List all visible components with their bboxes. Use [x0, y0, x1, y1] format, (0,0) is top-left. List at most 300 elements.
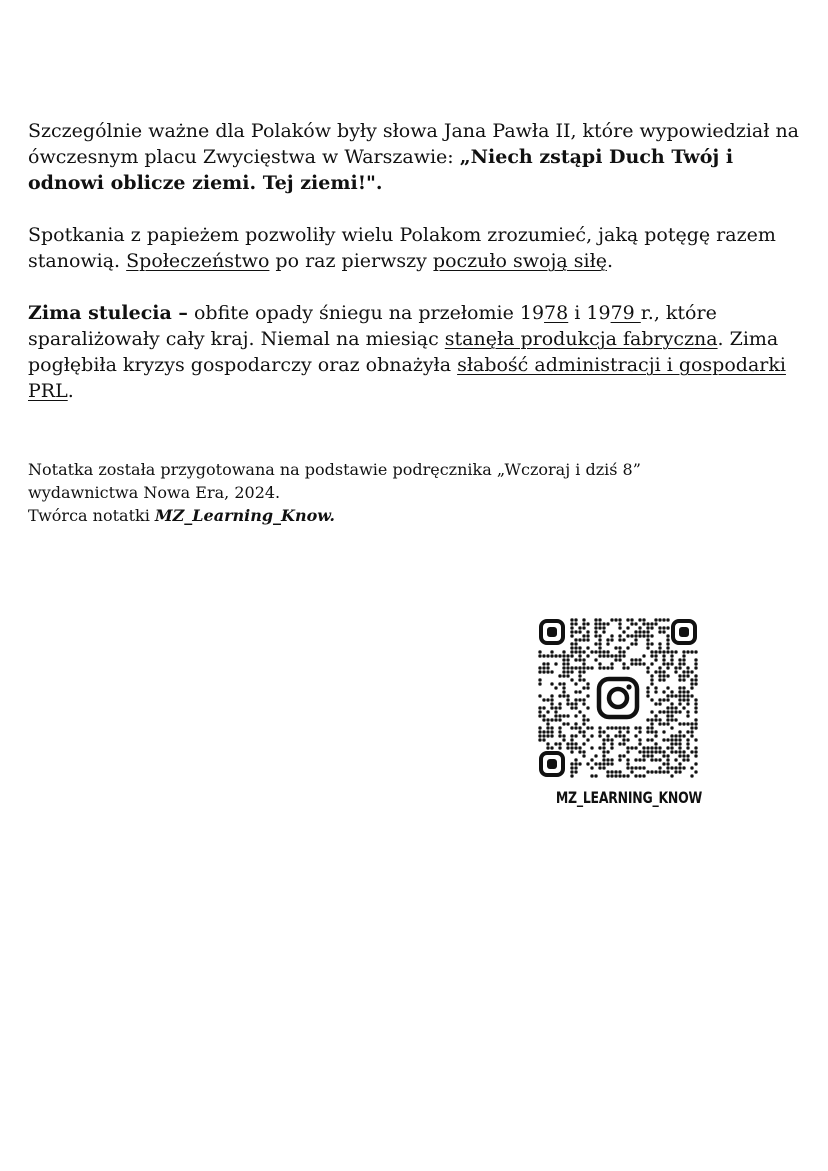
qr-module — [610, 774, 613, 777]
qr-module — [686, 694, 689, 697]
qr-module — [686, 714, 689, 717]
qr-module — [606, 622, 609, 625]
qr-module — [662, 618, 665, 621]
qr-module — [642, 630, 645, 633]
qr-module — [686, 690, 689, 693]
qr-module — [558, 702, 561, 705]
qr-module — [602, 654, 605, 657]
qr-module — [694, 666, 697, 669]
paragraph-pope-words — [28, 118, 808, 196]
qr-module — [678, 662, 681, 665]
underlined-year-1978: 78 — [544, 302, 569, 324]
qr-module — [662, 698, 665, 701]
qr-module — [638, 630, 641, 633]
qr-module — [690, 726, 693, 729]
qr-module — [658, 770, 661, 773]
qr-module — [662, 630, 665, 633]
qr-module — [578, 650, 581, 653]
qr-module — [606, 734, 609, 737]
qr-module — [658, 666, 661, 669]
qr-module — [570, 670, 573, 673]
qr-module — [582, 634, 585, 637]
qr-module — [694, 658, 697, 661]
qr-module — [642, 654, 645, 657]
qr-module — [694, 650, 697, 653]
qr-module — [682, 734, 685, 737]
qr-module — [586, 622, 589, 625]
qr-module — [574, 766, 577, 769]
qr-module — [550, 718, 553, 721]
qr-module — [658, 766, 661, 769]
qr-module — [590, 734, 593, 737]
qr-module — [674, 694, 677, 697]
qr-module — [666, 710, 669, 713]
qr-module — [602, 754, 605, 757]
qr-module — [574, 646, 577, 649]
qr-module — [570, 770, 573, 773]
qr-module — [610, 638, 613, 641]
qr-module — [638, 662, 641, 665]
qr-module — [578, 678, 581, 681]
qr-module — [582, 722, 585, 725]
qr-module — [686, 742, 689, 745]
qr-finder-top-left — [541, 621, 563, 643]
qr-module — [654, 670, 657, 673]
qr-module — [578, 710, 581, 713]
qr-module — [646, 750, 649, 753]
qr-module — [562, 686, 565, 689]
qr-module — [654, 650, 657, 653]
qr-module — [582, 718, 585, 721]
qr-module — [610, 738, 613, 741]
qr-module — [598, 726, 601, 729]
qr-module — [682, 694, 685, 697]
qr-module — [670, 654, 673, 657]
qr-module — [666, 698, 669, 701]
qr-module — [574, 746, 577, 749]
qr-module — [646, 642, 649, 645]
qr-module — [606, 770, 609, 773]
qr-module — [654, 622, 657, 625]
qr-module — [650, 654, 653, 657]
qr-module — [674, 734, 677, 737]
qr-module — [550, 730, 553, 733]
qr-module — [618, 634, 621, 637]
qr-module — [594, 642, 597, 645]
qr-module — [594, 650, 597, 653]
qr-module — [662, 674, 665, 677]
qr-module — [670, 710, 673, 713]
qr-module — [650, 718, 653, 721]
qr-module — [542, 666, 545, 669]
qr-module — [558, 730, 561, 733]
qr-module — [666, 746, 669, 749]
qr-module — [662, 722, 665, 725]
qr-module — [622, 738, 625, 741]
qr-module — [570, 734, 573, 737]
qr-module — [666, 718, 669, 721]
qr-module — [578, 630, 581, 633]
underlined-strength: poczuło swoją siłę — [432, 250, 607, 272]
qr-module — [574, 702, 577, 705]
qr-module — [642, 634, 645, 637]
qr-module — [674, 710, 677, 713]
qr-module — [546, 710, 549, 713]
qr-module — [618, 730, 621, 733]
qr-module — [662, 662, 665, 665]
qr-module — [538, 706, 541, 709]
qr-module — [562, 658, 565, 661]
qr-module — [666, 762, 669, 765]
qr-module — [562, 654, 565, 657]
qr-module — [650, 642, 653, 645]
qr-module — [574, 682, 577, 685]
qr-module — [666, 706, 669, 709]
qr-module — [678, 770, 681, 773]
qr-module — [598, 730, 601, 733]
qr-module — [630, 622, 633, 625]
qr-module — [566, 746, 569, 749]
qr-module — [574, 762, 577, 765]
qr-module — [674, 666, 677, 669]
qr-module — [682, 654, 685, 657]
qr-module — [606, 650, 609, 653]
qr-module — [622, 734, 625, 737]
qr-module — [602, 626, 605, 629]
qr-module — [658, 702, 661, 705]
qr-module — [614, 658, 617, 661]
qr-module — [570, 746, 573, 749]
qr-module — [578, 670, 581, 673]
qr-module — [694, 698, 697, 701]
qr-module — [626, 634, 629, 637]
qr-module — [550, 694, 553, 697]
qr-module — [670, 690, 673, 693]
qr-module — [654, 730, 657, 733]
qr-module — [626, 758, 629, 761]
qr-module — [562, 722, 565, 725]
qr-module — [686, 730, 689, 733]
qr-module — [686, 738, 689, 741]
qr-module — [622, 654, 625, 657]
qr-module — [690, 682, 693, 685]
qr-module — [586, 706, 589, 709]
author-name: MZ_Learning_Know. — [154, 506, 335, 525]
qr-module — [662, 690, 665, 693]
qr-module — [570, 726, 573, 729]
qr-module — [678, 730, 681, 733]
qr-module — [578, 698, 581, 701]
qr-module — [670, 718, 673, 721]
qr-module — [586, 630, 589, 633]
qr-module — [638, 658, 641, 661]
qr-module — [686, 674, 689, 677]
qr-module — [558, 742, 561, 745]
qr-module — [566, 674, 569, 677]
qr-module — [562, 670, 565, 673]
qr-module — [550, 702, 553, 705]
qr-module — [566, 698, 569, 701]
qr-module — [638, 730, 641, 733]
qr-module — [646, 634, 649, 637]
qr-module — [546, 662, 549, 665]
qr-module — [558, 718, 561, 721]
qr-module — [694, 674, 697, 677]
qr-module — [686, 698, 689, 701]
qr-module — [662, 754, 665, 757]
qr-module — [566, 654, 569, 657]
winter-heading: Zima stulecia – — [28, 302, 188, 324]
qr-module — [602, 746, 605, 749]
qr-module — [578, 638, 581, 641]
qr-module — [654, 702, 657, 705]
qr-module — [682, 658, 685, 661]
qr-module — [654, 750, 657, 753]
qr-module — [586, 762, 589, 765]
qr-module — [650, 698, 653, 701]
qr-module — [674, 650, 677, 653]
qr-module — [574, 742, 577, 745]
qr-module — [662, 650, 665, 653]
qr-module — [638, 774, 641, 777]
qr-module — [646, 630, 649, 633]
qr-module — [694, 750, 697, 753]
qr-module — [642, 662, 645, 665]
qr-module — [662, 750, 665, 753]
qr-module — [542, 730, 545, 733]
qr-module — [602, 750, 605, 753]
qr-module — [598, 642, 601, 645]
qr-module — [658, 698, 661, 701]
qr-module — [678, 674, 681, 677]
qr-module — [622, 754, 625, 757]
qr-module — [662, 738, 665, 741]
qr-module — [622, 726, 625, 729]
qr-module — [598, 622, 601, 625]
qr-module — [602, 666, 605, 669]
qr-module — [654, 658, 657, 661]
qr-module — [662, 654, 665, 657]
qr-module — [598, 766, 601, 769]
qr-module — [546, 666, 549, 669]
qr-module — [558, 694, 561, 697]
qr-module — [618, 774, 621, 777]
qr-module — [538, 678, 541, 681]
qr-module — [570, 622, 573, 625]
qr-module — [634, 758, 637, 761]
qr-module — [538, 682, 541, 685]
qr-module — [646, 718, 649, 721]
qr-module — [554, 714, 557, 717]
qr-module — [578, 674, 581, 677]
qr-module — [634, 622, 637, 625]
qr-module — [666, 646, 669, 649]
qr-module — [694, 702, 697, 705]
qr-module — [582, 662, 585, 665]
note-publisher-line: wydawnictwa Nowa Era, 2024. — [28, 483, 281, 502]
qr-module — [562, 650, 565, 653]
qr-module — [694, 762, 697, 765]
qr-module — [570, 646, 573, 649]
qr-module — [694, 706, 697, 709]
qr-module — [570, 654, 573, 657]
qr-module — [546, 698, 549, 701]
qr-module — [594, 754, 597, 757]
qr-module — [542, 654, 545, 657]
qr-module — [582, 666, 585, 669]
qr-module — [570, 650, 573, 653]
qr-module — [650, 738, 653, 741]
qr-module — [658, 758, 661, 761]
qr-module — [634, 746, 637, 749]
qr-module — [670, 658, 673, 661]
qr-module — [666, 634, 669, 637]
qr-module — [650, 650, 653, 653]
qr-module — [650, 622, 653, 625]
qr-module — [694, 722, 697, 725]
qr-module — [550, 706, 553, 709]
qr-module — [570, 702, 573, 705]
qr-module — [570, 742, 573, 745]
qr-module — [586, 654, 589, 657]
qr-module — [618, 654, 621, 657]
qr-module — [630, 618, 633, 621]
qr-module — [670, 714, 673, 717]
qr-module — [662, 710, 665, 713]
qr-module — [666, 714, 669, 717]
qr-module — [578, 690, 581, 693]
qr-module — [654, 758, 657, 761]
qr-module — [610, 634, 613, 637]
qr-module — [578, 762, 581, 765]
qr-module — [598, 638, 601, 641]
qr-module — [626, 774, 629, 777]
qr-module — [686, 722, 689, 725]
qr-module — [566, 658, 569, 661]
qr-module — [574, 622, 577, 625]
qr-caption: MZ_LEARNING_KNOW — [555, 788, 703, 807]
qr-module — [550, 670, 553, 673]
qr-module — [654, 746, 657, 749]
qr-module — [574, 650, 577, 653]
qr-module — [558, 714, 561, 717]
qr-module — [622, 650, 625, 653]
qr-module — [590, 758, 593, 761]
qr-module — [586, 682, 589, 685]
qr-module — [590, 746, 593, 749]
qr-module — [582, 678, 585, 681]
pope-quote: „Niech zstąpi Duch Twój i odnowi oblicze ziemi. Tej ziemi!". — [28, 146, 734, 194]
qr-module — [582, 714, 585, 717]
qr-module — [694, 662, 697, 665]
qr-module — [602, 766, 605, 769]
qr-module — [630, 634, 633, 637]
qr-module — [666, 758, 669, 761]
qr-module — [618, 658, 621, 661]
qr-module — [658, 746, 661, 749]
paragraph-meetings: Spotkania z papieżem pozwoliły wielu Polakom zrozumieć, jaką potęgę razem stanowią. Społeczeństwo po raz pierwszy poczuło swoją siłę. — [28, 224, 776, 272]
qr-module — [582, 618, 585, 621]
qr-module — [598, 654, 601, 657]
qr-module — [554, 718, 557, 721]
qr-module — [694, 710, 697, 713]
qr-module — [590, 766, 593, 769]
qr-module — [690, 750, 693, 753]
qr-module — [582, 698, 585, 701]
qr-module — [682, 706, 685, 709]
qr-module — [594, 618, 597, 621]
qr-module — [686, 746, 689, 749]
qr-module — [670, 650, 673, 653]
qr-module — [602, 650, 605, 653]
qr-module — [682, 722, 685, 725]
qr-module — [626, 730, 629, 733]
qr-module — [646, 770, 649, 773]
qr-module — [650, 682, 653, 685]
qr-module — [606, 774, 609, 777]
qr-module — [586, 738, 589, 741]
qr-module — [690, 670, 693, 673]
qr-module — [570, 774, 573, 777]
qr-module — [650, 674, 653, 677]
qr-module — [658, 642, 661, 645]
qr-module — [658, 718, 661, 721]
qr-module — [686, 670, 689, 673]
qr-module — [626, 626, 629, 629]
qr-module — [662, 626, 665, 629]
qr-code — [538, 618, 698, 778]
qr-module — [678, 750, 681, 753]
qr-module — [554, 654, 557, 657]
qr-module — [542, 706, 545, 709]
qr-module — [594, 622, 597, 625]
qr-module — [566, 670, 569, 673]
qr-module — [650, 678, 653, 681]
qr-module — [646, 726, 649, 729]
qr-module — [598, 634, 601, 637]
qr-module — [574, 714, 577, 717]
qr-module — [618, 726, 621, 729]
qr-module — [654, 734, 657, 737]
qr-module — [578, 726, 581, 729]
qr-module — [666, 770, 669, 773]
pope-words-text: Szczególnie ważne dla Polaków były słowa Jana Pawła II, które wypowiedział na ówczesnym placu Zwycięstwa w Warszawie: — [28, 120, 800, 168]
qr-module — [538, 710, 541, 713]
qr-module — [694, 746, 697, 749]
qr-module — [586, 638, 589, 641]
qr-module — [650, 726, 653, 729]
qr-module — [542, 738, 545, 741]
qr-module — [538, 714, 541, 717]
qr-module — [682, 754, 685, 757]
qr-module — [654, 686, 657, 689]
qr-module — [646, 626, 649, 629]
qr-module — [650, 730, 653, 733]
qr-module — [690, 650, 693, 653]
qr-module — [678, 698, 681, 701]
qr-module — [666, 674, 669, 677]
qr-module — [670, 742, 673, 745]
qr-module — [594, 774, 597, 777]
qr-module — [622, 630, 625, 633]
qr-module — [666, 626, 669, 629]
underlined-year-1979: 79 — [610, 302, 641, 324]
qr-module — [538, 726, 541, 729]
qr-module — [546, 730, 549, 733]
qr-module — [654, 690, 657, 693]
qr-module — [650, 662, 653, 665]
qr-module — [542, 662, 545, 665]
